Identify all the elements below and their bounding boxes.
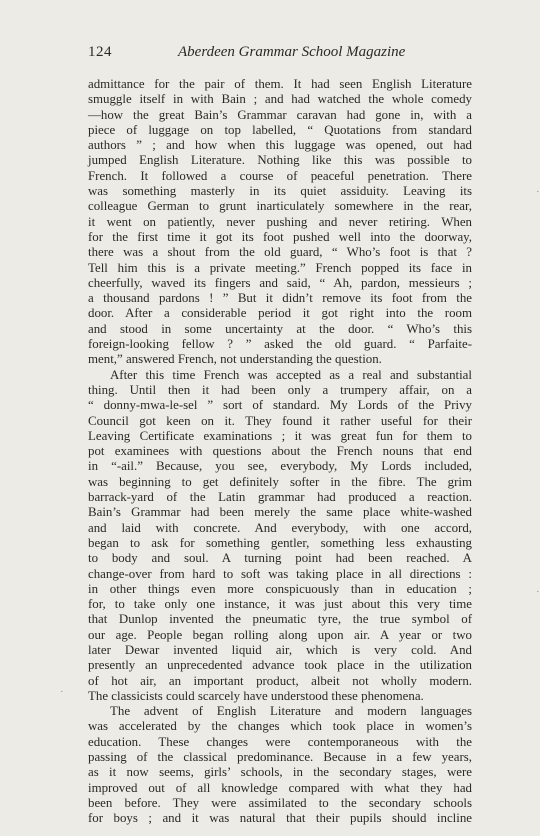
text-line: thing. Until then it had been only a trumpery affair, on a (88, 382, 472, 397)
text-line: education. These changes were contemporaneous with the (88, 734, 472, 749)
text-line: was beginning to get definitely softer in the fibre. The grim (88, 474, 472, 489)
text-line: our age. People began rolling along upon air. A year or two (88, 627, 472, 642)
text-line: passing of the classical predominance. Because in a few years, (88, 750, 472, 765)
text-line: Bain’s Grammar had been merely the same place white-washed (88, 505, 472, 520)
page-number: 124 (88, 44, 112, 60)
text-line: cheerfully, waved its fingers and said, “ Ah, pardon, messieurs ; (88, 275, 472, 290)
text-line: to body and soul. A turning point had been reached. A (88, 551, 472, 566)
margin-mark: · (536, 586, 540, 598)
text-line: “ donny-mwa-le-sel ” sort of standard. My Lords of the Privy (88, 398, 472, 413)
margin-mark: · (536, 186, 540, 198)
text-line: pot examinees with questions about the French nouns that end (88, 444, 472, 459)
text-line: of hot air, an important product, albeit not wholly modern. (88, 673, 472, 688)
text-line: Tell him this is a private meeting.” French popped its face in (88, 260, 472, 275)
text-line: in “-ail.” Because, you see, everybody, My Lords included, (88, 459, 472, 474)
text-line: it went on patiently, never pushing and never retiring. When (88, 214, 472, 229)
text-line: was something masterly in its quiet assiduity. Leaving its (88, 184, 472, 199)
text-line: improved out of all knowledge compared with what they had (88, 780, 472, 795)
text-line: authors ” ; and how when this luggage was opened, out had (88, 138, 472, 153)
text-line: The advent of English Literature and modern languages (110, 704, 472, 719)
text-line: barrack-yard of the Latin grammar had produced a reaction. (88, 490, 472, 505)
text-line: Council got keen on it. They found it rather useful for their (88, 413, 472, 428)
text-line: in other things even more conspicuously than in education ; (88, 581, 472, 596)
running-title: Aberdeen Grammar School Magazine (178, 44, 406, 60)
text-line: presently an unprecedented advance took place in the utilization (88, 658, 472, 673)
text-line: was accelerated by the changes which took place in women’s (88, 719, 472, 734)
text-line: door. After a considerable period it got right into the room (88, 306, 472, 321)
text-line: there was a shout from the old guard, “ Who’s foot is that ? (88, 245, 472, 260)
body-text (88, 77, 472, 827)
text-line: change-over from hard to soft was taking place in all directions : (88, 566, 472, 581)
text-line: for the first time it got its foot pushed well into the doorway, (88, 229, 472, 244)
text-line: Leaving Certificate examinations ; it was great fun for them to (88, 428, 472, 443)
text-line: French. It followed a course of peaceful penetration. There (88, 168, 472, 183)
text-line: The classicists could scarcely have understood these phenomena. (88, 688, 424, 703)
text-line: colleague German to grunt inarticulately somewhere in the rear, (88, 199, 472, 214)
text-line: jumped English Literature. Nothing like this was possible to (88, 153, 472, 168)
text-line: smuggle itself in with Bain ; and had watched the whole comedy (88, 92, 472, 107)
margin-mark: · (60, 686, 64, 698)
text-line: that Dunlop invented the pneumatic tyre, the true symbol of (88, 612, 472, 627)
text-line: later Dewar invented liquid air, which is very cold. And (88, 642, 472, 657)
page-header (88, 44, 452, 64)
text-line: been before. They were assimilated to the secondary schools (88, 795, 472, 810)
text-line: a thousand pardons ! ” But it didn’t remove its foot from the (88, 291, 472, 306)
text-line: admittance for the pair of them. It had seen English Literature (88, 77, 472, 91)
text-line: and stood in some uncertainty at the door. “ Who’s this (88, 321, 472, 336)
text-line: ment,” answered French, not understanding the question. (88, 352, 382, 367)
text-line: for, to take only one instance, it was just about this very time (88, 597, 472, 612)
text-line: as it now seems, girls’ schools, in the secondary stages, were (88, 765, 472, 780)
text-line: began to ask for something gentler, something less exhausting (88, 535, 472, 550)
text-line: and laid with concrete. And everybody, with one accord, (88, 520, 472, 535)
text-line: piece of luggage on top labelled, “ Quotations from standard (88, 122, 472, 137)
text-line: —how the great Bain’s Grammar caravan had gone in, with a (88, 107, 472, 122)
text-line: After this time French was accepted as a real and substantial (110, 367, 472, 382)
text-line: for boys ; and it was natural that their pupils should incline (88, 811, 472, 826)
text-line: foreign-looking fellow ? ” asked the old guard. “ Parfaite- (88, 337, 472, 352)
